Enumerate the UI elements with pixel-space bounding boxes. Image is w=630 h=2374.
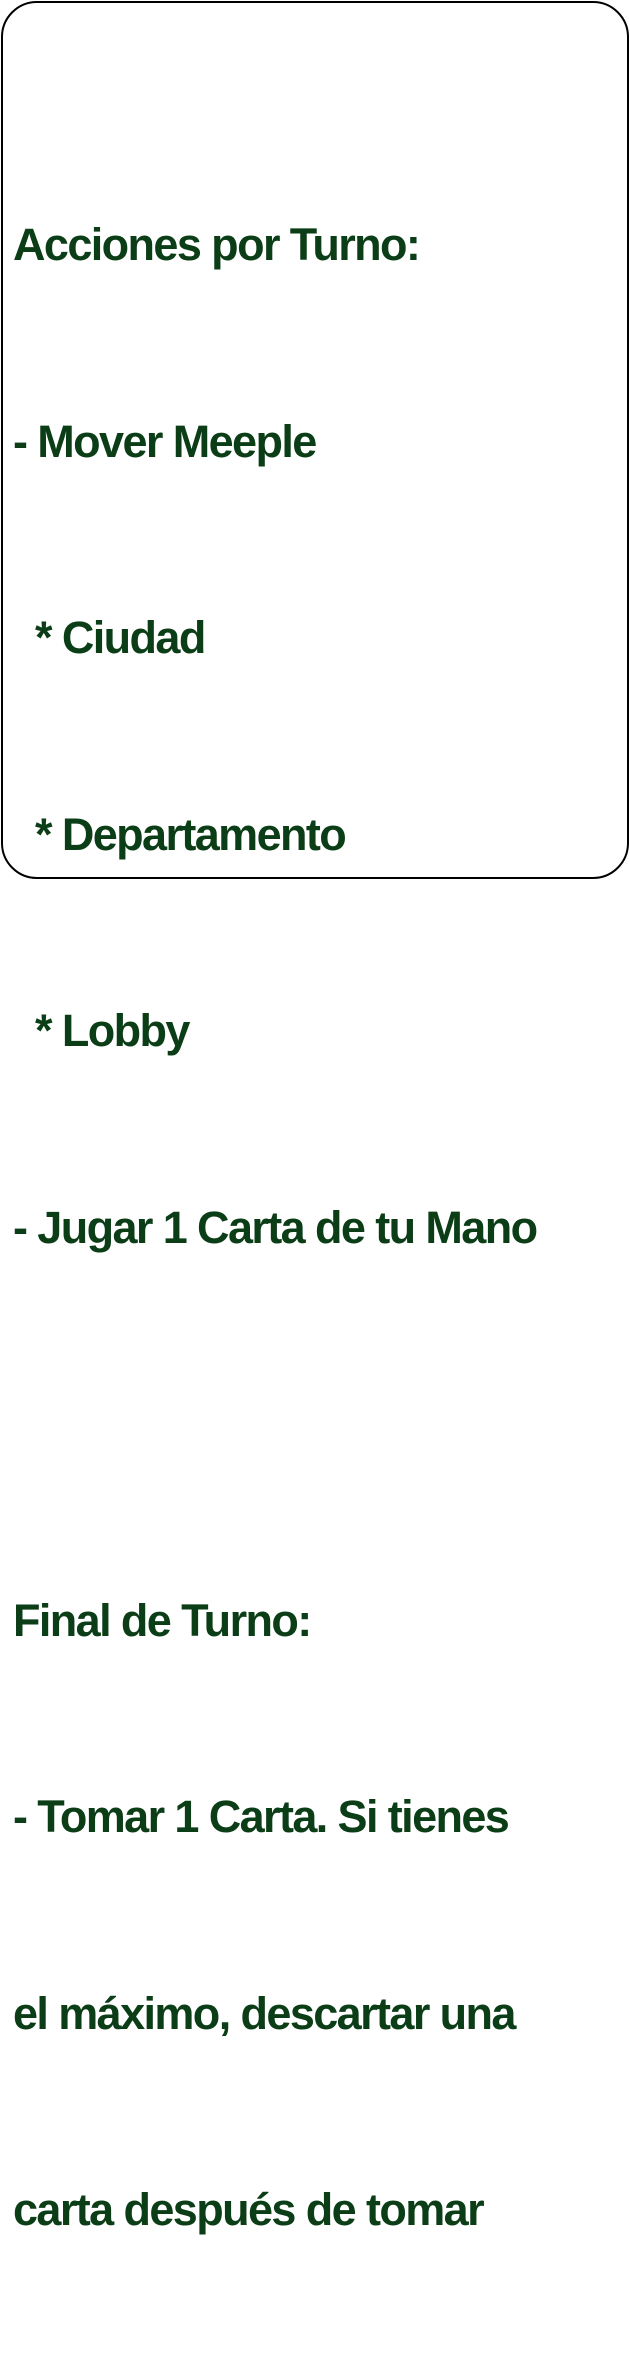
location-lobby: * Lobby <box>35 1005 189 1056</box>
end-of-turn-heading: Final de Turno: <box>13 1594 311 1646</box>
spacer <box>13 1391 627 1457</box>
rules-card <box>1 1 629 2235</box>
location-city: * Ciudad <box>35 612 205 663</box>
play-card-action: - Jugar 1 Carta de tu Mano <box>13 1201 537 1253</box>
end-of-turn-line-2: el máximo, descartar una <box>13 1987 515 2039</box>
turn-actions-heading: Acciones por Turno: <box>13 219 420 270</box>
rules-text <box>13 81 627 2374</box>
location-department: * Departamento <box>35 808 346 860</box>
move-meeple-action: - Mover Meeple <box>13 415 316 467</box>
end-of-turn-line-3: carta después de tomar <box>13 2184 483 2235</box>
end-of-turn-line-1: - Tomar 1 Carta. Si tienes <box>13 1791 509 1842</box>
